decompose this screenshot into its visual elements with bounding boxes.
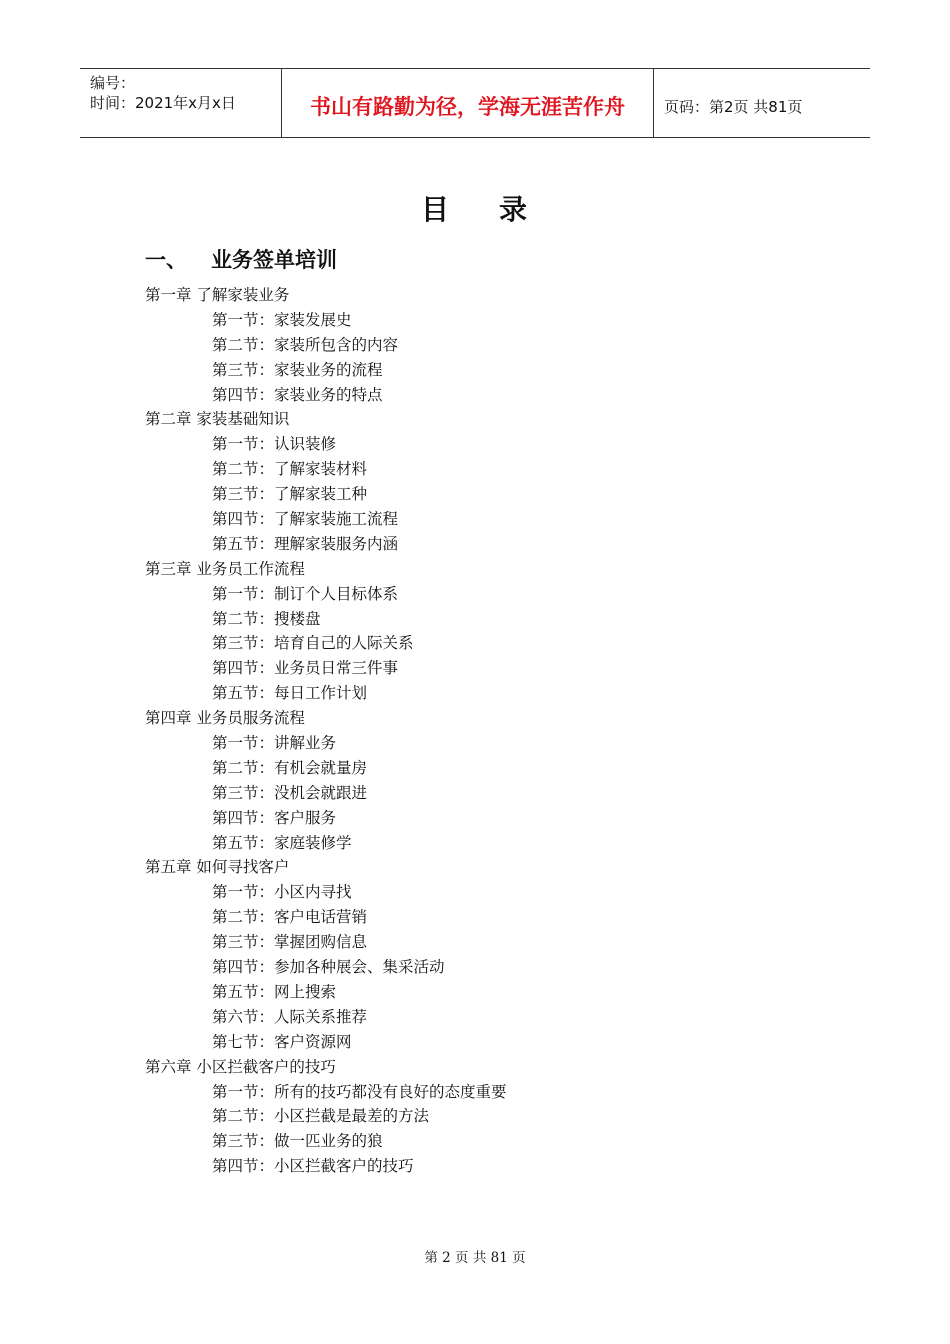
toc-chapter: 第三章 业务员工作流程 [145,559,305,578]
part-number: 一、 [145,248,187,272]
header-page-label: 页码：第2页 共81页 [664,97,803,116]
toc-section: 第四节：业务员日常三件事 [212,659,399,678]
page-title [0,188,950,228]
toc-section: 第四节：家装业务的特点 [212,385,383,404]
toc-section: 第三节：做一匹业务的狼 [212,1132,383,1151]
toc-section: 第一节：认识装修 [212,435,337,454]
part-text: 业务签单培训 [211,248,337,272]
toc-chapter: 第一章 了解家装业务 [145,286,290,304]
toc-section: 第七节：客户资源网 [212,1032,352,1051]
toc-section: 第四节：参加各种展会、集采活动 [212,958,445,977]
toc-section: 第一节：小区内寻找 [212,883,352,902]
header-motto: 书山有路勤为径，学海无涯苦作舟 [282,69,654,137]
toc-section: 第三节：掌握团购信息 [212,933,368,952]
header-time-label: 时间：2021年x月x日 [90,94,236,112]
toc-section: 第二节：了解家装材料 [212,460,368,479]
header-number-label: 编号： [90,74,136,92]
toc-section: 第三节：家装业务的流程 [212,360,383,379]
toc-section: 第五节：网上搜索 [212,982,337,1001]
toc-section: 第二节：有机会就量房 [212,758,368,777]
toc-section: 第一节：家装发展史 [212,310,352,329]
toc-section: 第四节：小区拦截客户的技巧 [212,1157,414,1176]
toc-chapter: 第二章 家装基础知识 [145,410,290,429]
toc-section: 第三节：培育自己的人际关系 [212,634,414,653]
toc-section: 第六节：人际关系推荐 [212,1007,368,1026]
toc-section: 第二节：小区拦截是最差的方法 [212,1107,430,1126]
toc-chapter: 第四章 业务员服务流程 [145,709,305,728]
page-header [80,68,870,138]
toc-section: 第四节：了解家装施工流程 [212,510,399,529]
toc-section: 第五节：理解家装服务内涵 [212,534,399,553]
toc-section: 第四节：客户服务 [212,808,337,827]
page-footer: 第 2 页 共 81 页 [424,1250,526,1266]
table-of-contents [145,283,845,1179]
toc-section: 第一节：制订个人目标体系 [212,584,399,603]
title-right: 录 [499,193,530,226]
part-heading [145,244,337,274]
toc-section: 第五节：每日工作计划 [212,684,368,703]
toc-section: 第三节：没机会就跟进 [212,783,368,802]
toc-section: 第五节：家庭装修学 [212,833,352,852]
title-left: 目 [420,193,451,226]
toc-section: 第一节：讲解业务 [212,734,337,753]
toc-chapter: 第六章 小区拦截客户的技巧 [145,1057,336,1076]
toc-section: 第三节：了解家装工种 [212,485,368,504]
toc-chapter: 第五章 如何寻找客户 [145,858,290,877]
header-meta [80,69,282,137]
toc-section: 第二节：家装所包含的内容 [212,335,399,354]
toc-section: 第二节：客户电话营销 [212,908,368,927]
toc-section: 第一节：所有的技巧都没有良好的态度重要 [212,1082,507,1101]
toc-section: 第二节：搜楼盘 [212,609,321,628]
